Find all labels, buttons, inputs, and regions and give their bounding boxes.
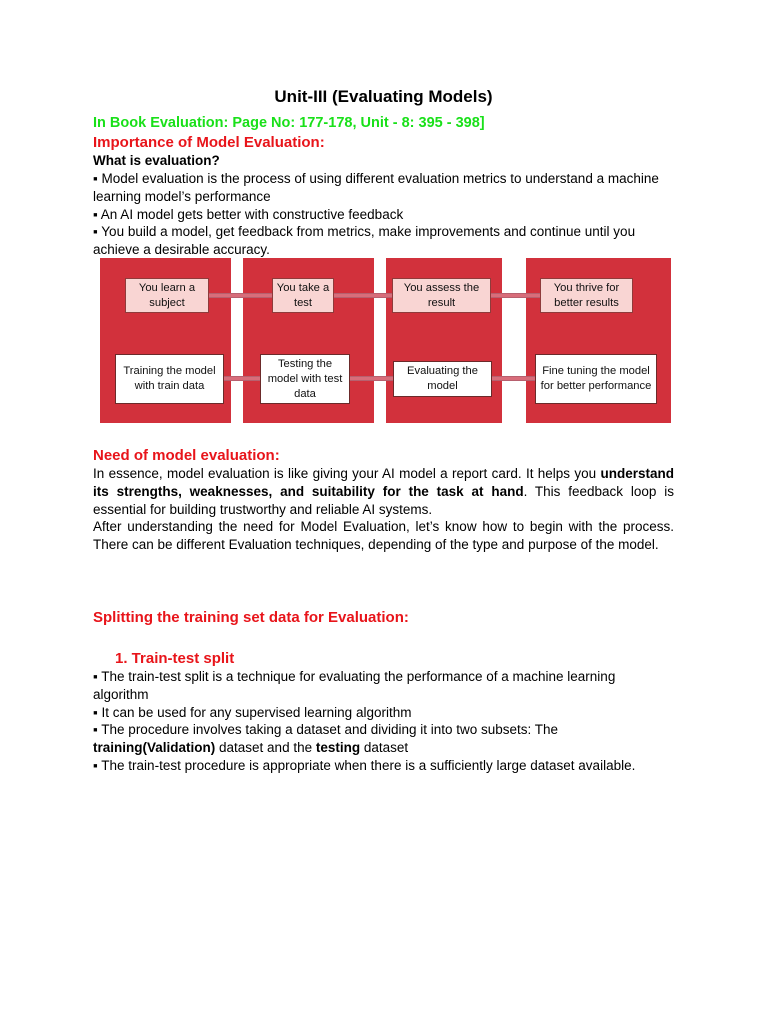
page-content <box>93 86 674 259</box>
split-bullet-text: dataset <box>360 740 409 756</box>
diagram-step-test: You take a test <box>272 278 334 313</box>
what-is-evaluation-subheading: What is evaluation? <box>93 153 220 168</box>
importance-heading: Importance of Model Evaluation: <box>93 134 325 151</box>
book-reference: In Book Evaluation: Page No: 177-178, Unit - 8: 395 - 398] <box>93 115 485 131</box>
split-bullet: ▪ It can be used for any supervised learning algorithm <box>93 704 412 720</box>
splitting-section <box>93 608 674 775</box>
split-bullet-text: dataset and the <box>215 740 316 756</box>
diagram-step-training: Training the model with train data <box>115 354 224 404</box>
diagram-step-evaluating: Evaluating the model <box>393 361 492 397</box>
testing-bold: testing <box>315 740 361 756</box>
diagram-step-assess: You assess the result <box>392 278 491 313</box>
diagram-step-thrive: You thrive for better results <box>540 278 633 313</box>
split-bullet <box>93 721 674 757</box>
diagram-connector <box>333 293 393 298</box>
need-section <box>93 446 674 554</box>
diagram-connector <box>208 293 273 298</box>
importance-bullet: ▪ Model evaluation is the process of using different evaluation metrics to understand a machine learning model’s performance <box>93 171 659 204</box>
need-paragraph-2: After understanding the need for Model Evaluation, let’s know how to begin with the process. There can be different Evaluation techniques, depending of the type and purpose of the model. <box>93 519 674 553</box>
split-bullet-text: ▪ The procedure involves taking a dataset and dividing it into two subsets: The <box>93 722 559 738</box>
diagram-connector <box>490 376 540 381</box>
training-validation-bold: training(Validation) <box>93 740 216 756</box>
need-p1-bold: understand its strengths, weaknesses, and suitability for the task at hand <box>93 466 674 499</box>
splitting-heading: Splitting the training set data for Evaluation: <box>93 609 409 626</box>
split-bullet: ▪ The train-test split is a technique for evaluating the performance of a machine learning algorithm <box>93 669 616 702</box>
diagram-step-fine-tuning: Fine tuning the model for better performance <box>535 354 657 404</box>
importance-bullet: ▪ You build a model, get feedback from metrics, make improvements and continue until you achieve a desirable accuracy. <box>93 224 636 258</box>
train-test-split-heading: 1. Train-test split <box>115 650 235 667</box>
diagram-step-testing: Testing the model with test data <box>260 354 350 404</box>
evaluation-analogy-diagram <box>100 258 671 424</box>
diagram-connector <box>490 293 540 298</box>
need-p1-text-end: . This feedback loop is essential for building trustworthy and reliable AI systems. <box>93 483 674 517</box>
need-paragraph-1 <box>93 465 674 518</box>
need-heading: Need of model evaluation: <box>93 447 280 464</box>
diagram-step-learn: You learn a subject <box>125 278 209 313</box>
need-p1-text: In essence, model evaluation is like giving your AI model a report card. It helps you <box>93 466 601 481</box>
importance-bullet: ▪ An AI model gets better with constructive feedback <box>93 206 404 222</box>
page-title: Unit-III (Evaluating Models) <box>274 87 493 106</box>
diagram-connector <box>347 376 395 381</box>
diagram-connector <box>223 376 263 381</box>
split-bullet: ▪ The train-test procedure is appropriate when there is a sufficiently large dataset available. <box>93 757 636 773</box>
